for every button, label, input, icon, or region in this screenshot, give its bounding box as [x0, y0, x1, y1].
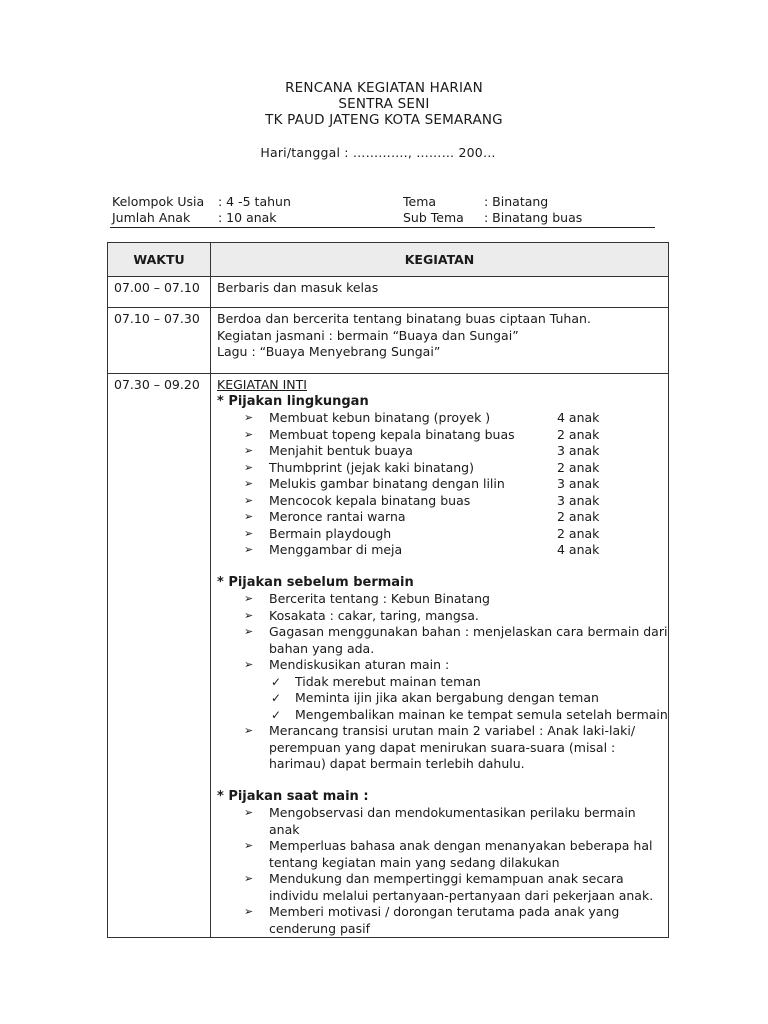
activity-item-text: Bermain playdough	[269, 525, 392, 541]
list-item: ➢ Mendukung dan mempertinggi kemampuan anak secara individu melalui pertanyaan-pertanyaan dari pekerjaan anak.	[244, 871, 654, 903]
arrow-bullet-icon: ➢	[244, 543, 254, 556]
subtema-value: : Binatang buas	[484, 210, 583, 225]
row-activity: Berbaris dan masuk kelas	[211, 277, 669, 308]
activity-line: Berdoa dan bercerita tentang binatang buas ciptaan Tuhan.	[217, 311, 591, 326]
activity-item-count: 4 anak	[557, 542, 600, 557]
check-icon: ✓	[271, 691, 282, 705]
subsection-heading: * Pijakan lingkungan	[217, 393, 369, 409]
activity-item-text: Mencocok kepala binatang buas	[269, 492, 471, 508]
kelompok-value: : 4 -5 tahun	[218, 194, 291, 209]
arrow-bullet-icon: ➢	[244, 493, 254, 507]
table-row	[108, 374, 669, 938]
row-activity	[211, 308, 669, 374]
arrow-bullet-icon: ➢	[244, 839, 254, 852]
check-item: ✓ Tidak merebut mainan teman	[271, 673, 481, 689]
arrow-bullet-icon: ➢	[244, 608, 254, 622]
arrow-bullet-icon: ➢	[244, 905, 254, 918]
activity-item-text: Membuat topeng kepala binatang buas	[269, 426, 515, 442]
activity-item-list	[217, 410, 668, 559]
list-item: ➢ Memperluas bahasa anak dengan menanyakan beberapa hal tentang kegiatan main yang sedang dilakukan	[244, 838, 653, 870]
arrow-bullet-icon: ➢	[244, 872, 254, 885]
activity-item-count: 2 anak	[557, 525, 600, 541]
list-item: ➢ Merancang transisi urutan main 2 variabel : Anak laki-laki/ perempuan yang dapat menirukan suara-suara (misal : harimau) dapat bermain terlebih dahulu.	[244, 723, 636, 771]
col-waktu-header: WAKTU	[108, 243, 211, 277]
row-time: 07.00 – 07.10	[108, 277, 211, 308]
arrow-bullet-icon: ➢	[244, 411, 254, 424]
activity-item-text: Menjahit bentuk buaya	[269, 443, 413, 458]
activity-item-text: Thumbprint (jejak kaki binatang)	[269, 459, 474, 475]
doc-title-line3: TK PAUD JATENG KOTA SEMARANG	[265, 112, 503, 128]
arrow-bullet-icon: ➢	[244, 592, 254, 605]
activity-item	[217, 542, 668, 559]
check-item: ✓ Mengembalikan mainan ke tempat semula setelah bermain	[271, 706, 668, 722]
list-item: ➢ Memberi motivasi / dorongan terutama pada anak yang cenderung pasif	[244, 904, 620, 936]
activity-item	[217, 476, 668, 493]
activity-line: Kegiatan jasmani : bermain “Buaya dan Sungai”	[217, 327, 519, 343]
arrow-bullet-icon: ➢	[244, 806, 254, 819]
activity-item-count: 3 anak	[557, 443, 600, 458]
table-row	[108, 308, 669, 374]
activity-item-count: 2 anak	[557, 459, 600, 475]
arrow-bullet-icon: ➢	[244, 724, 254, 737]
activity-item	[217, 460, 668, 477]
arrow-bullet-icon: ➢	[244, 510, 254, 523]
col-kegiatan-header: KEGIATAN	[211, 243, 669, 277]
arrow-bullet-icon: ➢	[244, 444, 254, 457]
activity-item	[217, 509, 668, 526]
jumlah-label: Jumlah Anak	[112, 210, 191, 225]
arrow-bullet-icon: ➢	[244, 625, 254, 638]
doc-title-line1: RENCANA KEGIATAN HARIAN	[285, 80, 483, 96]
activity-item-count: 3 anak	[557, 492, 600, 508]
activity-item-count: 3 anak	[557, 476, 600, 491]
check-icon: ✓	[271, 674, 282, 689]
table-header-row	[108, 243, 669, 277]
tema-label: Tema	[403, 194, 437, 209]
row-time: 07.30 – 09.20	[108, 374, 211, 938]
kelompok-label: Kelompok Usia	[112, 194, 205, 209]
list-item: ➢ Mengobservasi dan mendokumentasikan perilaku bermain anak	[244, 805, 636, 837]
list-item: ➢ Kosakata : cakar, taring, mangsa.	[244, 607, 479, 623]
list-item: ➢ Bercerita tentang : Kebun Binatang	[244, 591, 490, 606]
activity-item-count: 2 anak	[557, 426, 600, 442]
list-item: ➢ Gagasan menggunakan bahan : menjelaskan cara bermain dari bahan yang ada.	[244, 624, 668, 656]
activity-item	[217, 526, 668, 543]
tema-value: : Binatang	[484, 194, 549, 209]
header-rule	[110, 227, 655, 228]
activity-item-text: Menggambar di meja	[269, 542, 403, 557]
activity-item	[217, 427, 668, 444]
check-icon: ✓	[271, 707, 282, 722]
activity-line: Lagu : “Buaya Menyebrang Sungai”	[217, 344, 441, 359]
subsection-heading: * Pijakan sebelum bermain	[217, 574, 414, 590]
activity-item	[217, 410, 668, 427]
arrow-bullet-icon: ➢	[244, 460, 254, 474]
activity-item	[217, 493, 668, 510]
date-line: Hari/tanggal : …………., ……… 200…	[260, 145, 496, 160]
schedule-table	[107, 242, 669, 938]
activity-item-text: Melukis gambar binatang dengan lilin	[269, 476, 505, 491]
check-item: ✓ Meminta ijin jika akan bergabung dengan teman	[271, 690, 599, 705]
arrow-bullet-icon: ➢	[244, 658, 254, 671]
table-row	[108, 277, 669, 308]
activity-item-text: Membuat kebun binatang (proyek )	[269, 410, 491, 425]
subsection-heading: * Pijakan saat main :	[217, 788, 369, 804]
activity-item-count: 4 anak	[557, 410, 600, 425]
subtema-label: Sub Tema	[403, 210, 464, 225]
row-activity	[211, 374, 669, 938]
activity-item-count: 2 anak	[557, 509, 600, 524]
doc-title-line2: SENTRA SENI	[338, 96, 430, 112]
arrow-bullet-icon: ➢	[244, 427, 254, 441]
arrow-bullet-icon: ➢	[244, 477, 254, 490]
activity-item-text: Meronce rantai warna	[269, 509, 406, 524]
list-item: ➢ Mendiskusikan aturan main :	[244, 657, 450, 672]
activity-item	[217, 443, 668, 460]
arrow-bullet-icon: ➢	[244, 526, 254, 540]
jumlah-value: : 10 anak	[218, 210, 277, 225]
section-heading: KEGIATAN INTI	[217, 377, 307, 392]
row-time: 07.10 – 07.30	[108, 308, 211, 374]
